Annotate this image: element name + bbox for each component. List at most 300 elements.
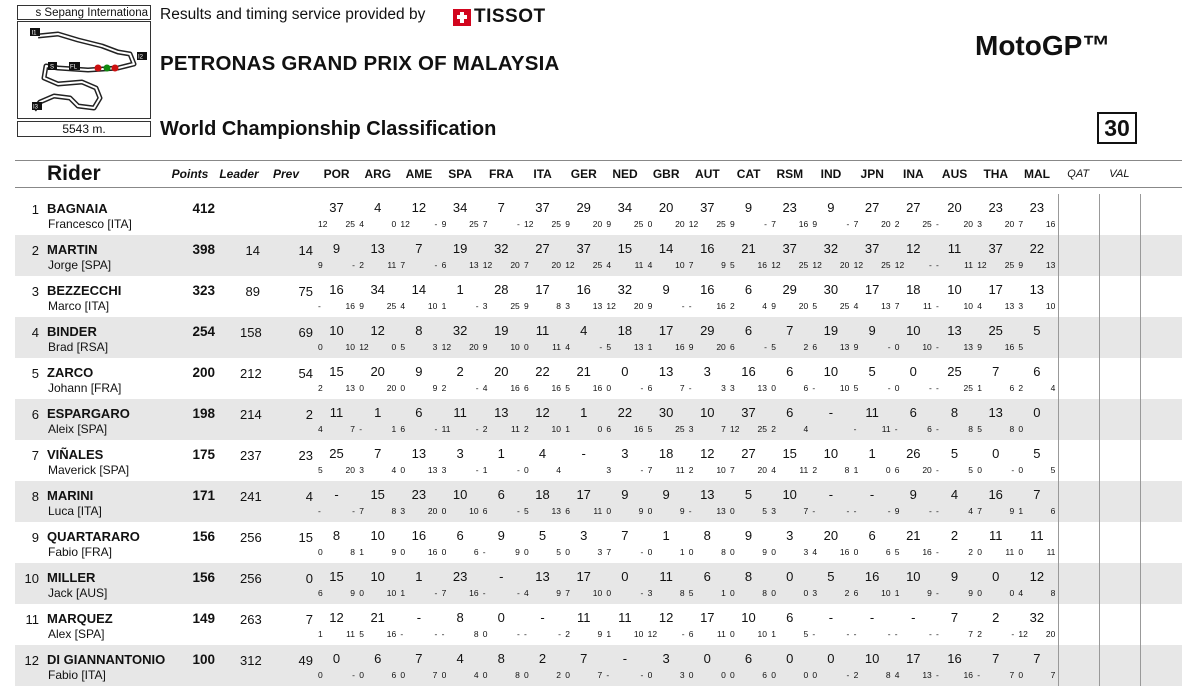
race-points: - [764,219,767,229]
header-race-fra: FRA [489,167,514,181]
race-points-cell [398,317,439,358]
sprint-points: 0 [894,342,900,352]
race-total-points: 10 [864,651,880,666]
race-total-points: 11 [865,405,879,420]
sprint-points: 2 [894,219,900,229]
race-split-points [440,670,481,680]
race-total-points: 0 [1033,405,1041,420]
race-points-cell [769,235,810,276]
race-points-cell [687,235,728,276]
race-total-points: 3 [703,364,711,379]
sprint-points: 5 [977,424,982,434]
race-points-cell [728,317,769,358]
rider-rank: 12 [24,653,39,668]
sprint-points: 7 [606,547,612,557]
race-points-cell [728,276,769,317]
race-points-cell [934,194,975,235]
sprint-points: 4 [318,424,323,434]
race-total-points: 21 [576,364,591,379]
sprint-points: 6 [400,424,406,434]
race-total-points: 12 [535,405,550,420]
race-total-points: 37 [535,200,550,215]
race-points-cell [893,358,934,399]
race-points-cell [852,399,893,440]
rider-name: BEZZECCHI [47,283,122,298]
rider-gap-leader: 263 [240,612,262,627]
race-split-points [481,383,522,393]
race-points: - [475,301,479,311]
race-total-points: 0 [703,651,711,666]
sprint-points: 0 [318,547,323,557]
race-points: - [516,506,520,516]
header-points: Points [171,167,209,181]
race-split-points [316,547,357,557]
race-total-points: 0 [497,610,505,625]
race-points-cell [810,358,851,399]
race-points-cell [604,563,645,604]
race-total-points: 7 [1033,487,1041,502]
race-total-points: 13 [411,446,427,461]
header-race-gbr: GBR [652,167,680,181]
race-points: 10 [922,342,932,352]
race-points-cell [604,358,645,399]
race-split-points [893,629,934,639]
circuit-map [17,21,151,119]
race-points-cell [316,522,357,563]
race-points: 20 [675,219,685,229]
sprint-points: 5 [524,506,529,516]
race-split-points [440,629,481,639]
race-points-cell [440,399,481,440]
sprint-points: - [936,383,939,393]
race-total-points: 4 [374,200,382,215]
race-points-cell [646,399,687,440]
race-points: 10 [386,588,397,598]
race-points-cell [893,194,934,235]
race-total-points: 4 [456,651,464,666]
sprint-points: - [688,506,692,516]
race-total-points: 23 [1029,200,1045,215]
race-points-cell [563,645,604,686]
sprint-points: 0 [441,670,447,680]
race-total-points: 2 [538,651,547,666]
race-points: - [928,506,932,516]
race-points-cell [769,645,810,686]
race-points: 8 [762,588,767,598]
race-points-cell [604,440,645,481]
race-points-cell [687,604,728,645]
sprint-points: 12 [606,301,616,311]
race-split-points [852,301,893,311]
race-points-cell [522,276,563,317]
race-points-cell [481,317,522,358]
sprint-points: 6 [318,588,323,598]
race-total-points: 7 [992,651,1000,666]
race-total-points: 17 [658,323,674,338]
sprint-points: 5 [1018,342,1024,352]
sprint-points: 9 [853,342,859,352]
race-points: 11 [593,506,603,516]
sprint-points: 2 [441,383,447,393]
race-split-points [810,383,851,393]
header-race-aut: AUT [695,167,720,181]
race-points-cell [687,563,728,604]
race-points: 16 [345,301,355,311]
race-points: 2 [556,670,561,680]
race-total-points: 13 [947,323,962,338]
race-total-points: - [828,487,834,502]
race-points: - [434,629,438,639]
sprint-points: 0 [606,506,612,516]
race-points-cell [440,563,481,604]
race-points: - [640,465,644,475]
race-total-points: 21 [906,528,921,543]
header-race-ita: ITA [533,167,552,181]
sprint-points: 5 [894,547,900,557]
race-total-points: 23 [411,487,427,502]
race-total-points: 26 [906,446,921,461]
race-split-points [357,506,398,516]
header-race-ina: INA [903,167,924,181]
sprint-points: 4 [771,465,776,475]
header-race-qat: QAT [1067,168,1090,180]
race-total-points: 1 [497,446,505,461]
race-points-cell [357,399,398,440]
race-points: 20 [798,301,809,311]
sprint-points: - [936,260,939,270]
race-split-points [604,506,645,516]
race-total-points: 34 [370,282,385,297]
svg-text:I1: I1 [31,30,37,37]
rider-name: BINDER [47,324,97,339]
sprint-points: 11 [441,424,451,434]
race-total-points: 8 [456,610,464,625]
header-race-spa: SPA [448,167,473,181]
race-total-points: 9 [744,200,753,215]
header-race-tha: THA [983,167,1009,181]
race-points: 13 [345,383,355,393]
header-race-ger: GER [570,167,597,181]
column-divider [1099,440,1100,481]
rider-gap-prev: 7 [305,612,313,627]
race-split-points [810,670,851,680]
sprint-points: - [482,547,486,557]
race-total-points: 13 [700,487,715,502]
race-total-points: 7 [415,651,423,666]
race-split-points [687,424,728,434]
race-points: 20 [633,301,644,311]
race-points-cell [1016,604,1057,645]
race-points-cell [893,645,934,686]
race-split-points [975,547,1016,557]
race-points: 25 [881,260,891,270]
sprint-points: - [812,506,816,516]
race-split-points [852,465,893,475]
race-split-points [398,670,439,680]
race-split-points [893,219,934,229]
race-points: 16 [963,670,973,680]
race-total-points: 9 [744,528,753,543]
race-split-points [357,629,398,639]
race-points: 25 [922,219,932,229]
race-split-points [687,342,728,352]
race-split-points [893,547,934,557]
race-total-points: 11 [329,405,344,420]
race-points: 3 [721,383,726,393]
race-points-cell [398,604,439,645]
race-points: 13 [922,670,932,680]
race-split-points [646,424,687,434]
race-total-points: 19 [452,241,468,256]
race-total-points: 6 [786,610,794,625]
rider-name: MARQUEZ [47,611,113,626]
sprint-points: 3 [977,219,982,229]
race-split-points [522,424,563,434]
race-points-cell [975,358,1016,399]
sprint-points: 0 [730,588,735,598]
race-split-points [728,506,769,516]
race-total-points: 13 [535,569,550,584]
race-points: 16 [839,547,850,557]
header-race-aus: AUS [941,167,968,181]
race-total-points: 20 [370,364,385,379]
race-points-cell [398,194,439,235]
race-points-cell [522,440,563,481]
sprint-points: 5 [565,383,570,393]
race-split-points [357,670,398,680]
sprint-points: 12 [441,342,452,352]
race-points: - [640,547,644,557]
race-split-points [975,383,1016,393]
sprint-points: 3 [730,383,735,393]
race-points-cell [852,563,893,604]
sprint-points: 0 [400,383,406,393]
race-points-cell [646,194,687,235]
race-total-points: 7 [786,323,794,338]
header-rider: Rider [47,162,101,185]
sprint-points: - [936,506,939,516]
race-points-cell [440,276,481,317]
sprint-points: 1 [359,547,364,557]
race-points-cell [440,317,481,358]
rider-gap-prev: 49 [298,653,313,668]
race-total-points: 4 [950,487,959,502]
race-points: 1 [391,424,397,434]
race-split-points [687,383,728,393]
sprint-points: 0 [359,670,364,680]
race-total-points: - [869,610,875,625]
race-points-cell [769,481,810,522]
race-points-cell [728,563,769,604]
race-points: 6 [391,670,397,680]
race-points-cell [316,194,357,235]
race-points-cell [481,440,522,481]
race-split-points [316,670,357,680]
sprint-points: 7 [977,506,982,516]
race-points-cell [810,604,851,645]
rider-rank: 2 [31,243,39,258]
column-divider [1099,317,1100,358]
race-points-cell [934,481,975,522]
race-points-cell [604,399,645,440]
race-points-cell [687,358,728,399]
race-points: 13 [839,342,850,352]
race-total-points: 10 [823,364,839,379]
race-total-points: 0 [909,364,917,379]
sprint-points: 4 [894,670,900,680]
sprint-points: 0 [524,465,529,475]
race-total-points: 12 [658,610,674,625]
race-points-cell [604,481,645,522]
race-points-cell [810,645,851,686]
sprint-points: 12 [688,219,699,229]
race-split-points [357,465,398,475]
race-points-cell [975,317,1016,358]
race-points-cell [646,440,687,481]
rider-name: ESPARGARO [47,406,130,421]
race-total-points: 6 [456,528,464,543]
rider-first-name-nation: Brad [RSA] [48,340,109,354]
race-total-points: 17 [535,282,550,297]
race-total-points: 32 [617,282,633,297]
rider-points: 323 [192,283,215,298]
sprint-points: 1 [853,465,859,475]
race-total-points: 1 [374,405,382,420]
rider-rank: 9 [31,530,39,545]
sprint-points: 0 [524,547,529,557]
sprint-points: 1 [565,424,570,434]
race-split-points [687,465,728,475]
sprint-points: 9 [771,301,776,311]
race-split-points [1016,506,1057,516]
sprint-points: 1 [606,629,612,639]
race-points: 25 [592,260,603,270]
series-title: MotoGP™ [975,30,1111,61]
race-points-cell [481,399,522,440]
race-points: 6 [885,547,891,557]
race-points: 8 [556,301,561,311]
column-divider [1099,235,1100,276]
race-total-points: 9 [332,241,341,256]
sprint-points: 6 [524,383,529,393]
sprint-points: 12 [771,260,781,270]
race-points: 25 [469,219,479,229]
sprint-points: 0 [771,588,776,598]
race-split-points [975,260,1016,270]
race-points-cell [934,358,975,399]
sprint-points: 0 [606,383,612,393]
rider-first-name-nation: Johann [FRA] [48,381,122,395]
sprint-points: 5 [318,465,323,475]
race-total-points: 27 [741,446,756,461]
race-total-points: 7 [992,364,1000,379]
sprint-points: 12 [318,219,328,229]
race-points: 10 [469,506,479,516]
race-points: 5 [762,506,767,516]
race-points: 7 [597,670,603,680]
sprint-points: 1 [771,629,776,639]
race-split-points [604,342,645,352]
race-split-points [934,260,975,270]
race-total-points: 10 [700,405,715,420]
rider-points: 254 [192,324,215,339]
rider-gap-leader: 237 [240,448,262,463]
race-points: 20 [881,219,891,229]
sprint-points: 9 [606,219,612,229]
svg-text:FL: FL [70,64,78,71]
race-points: 16 [427,547,438,557]
race-points-cell [646,317,687,358]
rider-first-name-nation: Jorge [SPA] [48,258,112,272]
rider-first-name-nation: Fabio [ITA] [48,668,106,682]
sprint-points: 0 [730,547,735,557]
sprint-points: 5 [812,301,818,311]
page-number: 30 [1097,112,1137,144]
race-total-points: - [416,610,422,625]
race-split-points [1016,424,1057,434]
race-points: 25 [1004,260,1015,270]
race-points-cell [357,358,398,399]
race-split-points [728,465,769,475]
race-points-cell [728,194,769,235]
race-total-points: 1 [580,405,588,420]
column-divider [1058,235,1059,276]
sprint-points: 3 [565,301,570,311]
rider-gap-prev: 54 [298,366,313,381]
race-split-points [357,342,398,352]
svg-text:I3: I3 [33,104,39,111]
column-divider [1140,235,1141,276]
race-points-cell [769,399,810,440]
race-total-points: 16 [741,364,756,379]
race-total-points: 17 [906,651,921,666]
race-points-cell [440,194,481,235]
race-total-points: 18 [906,282,921,297]
race-points-cell [522,563,563,604]
race-points: 9 [597,629,603,639]
race-points: - [640,383,644,393]
race-split-points [481,424,522,434]
race-points-cell [481,358,522,399]
rider-first-name-nation: Fabio [FRA] [48,545,113,559]
sprint-points: 0 [441,547,447,557]
race-points: 1 [721,588,726,598]
rider-gap-leader: 241 [240,489,262,504]
race-points: 20 [386,383,397,393]
sprint-points: 9 [524,301,529,311]
race-total-points: 1 [868,446,876,461]
sprint-points: 0 [359,588,364,598]
race-total-points: 22 [1029,241,1045,256]
sprint-points: - [688,383,692,393]
sprint-points: 7 [647,465,653,475]
race-points-cell [646,604,687,645]
race-points: 16 [716,301,726,311]
race-total-points: 23 [452,569,468,584]
circuit-name-label: s Sepang Internationa [17,5,151,20]
sprint-points: 0 [647,547,653,557]
race-split-points [810,629,851,639]
race-points: - [887,383,891,393]
race-total-points: 3 [786,528,794,543]
race-split-points [852,547,893,557]
sprint-points: 7 [482,219,488,229]
sprint-points: 1 [894,588,900,598]
race-points: 13 [716,506,726,516]
sprint-points: 3 [771,506,776,516]
race-points: 20 [716,342,726,352]
race-total-points: 32 [452,323,468,338]
